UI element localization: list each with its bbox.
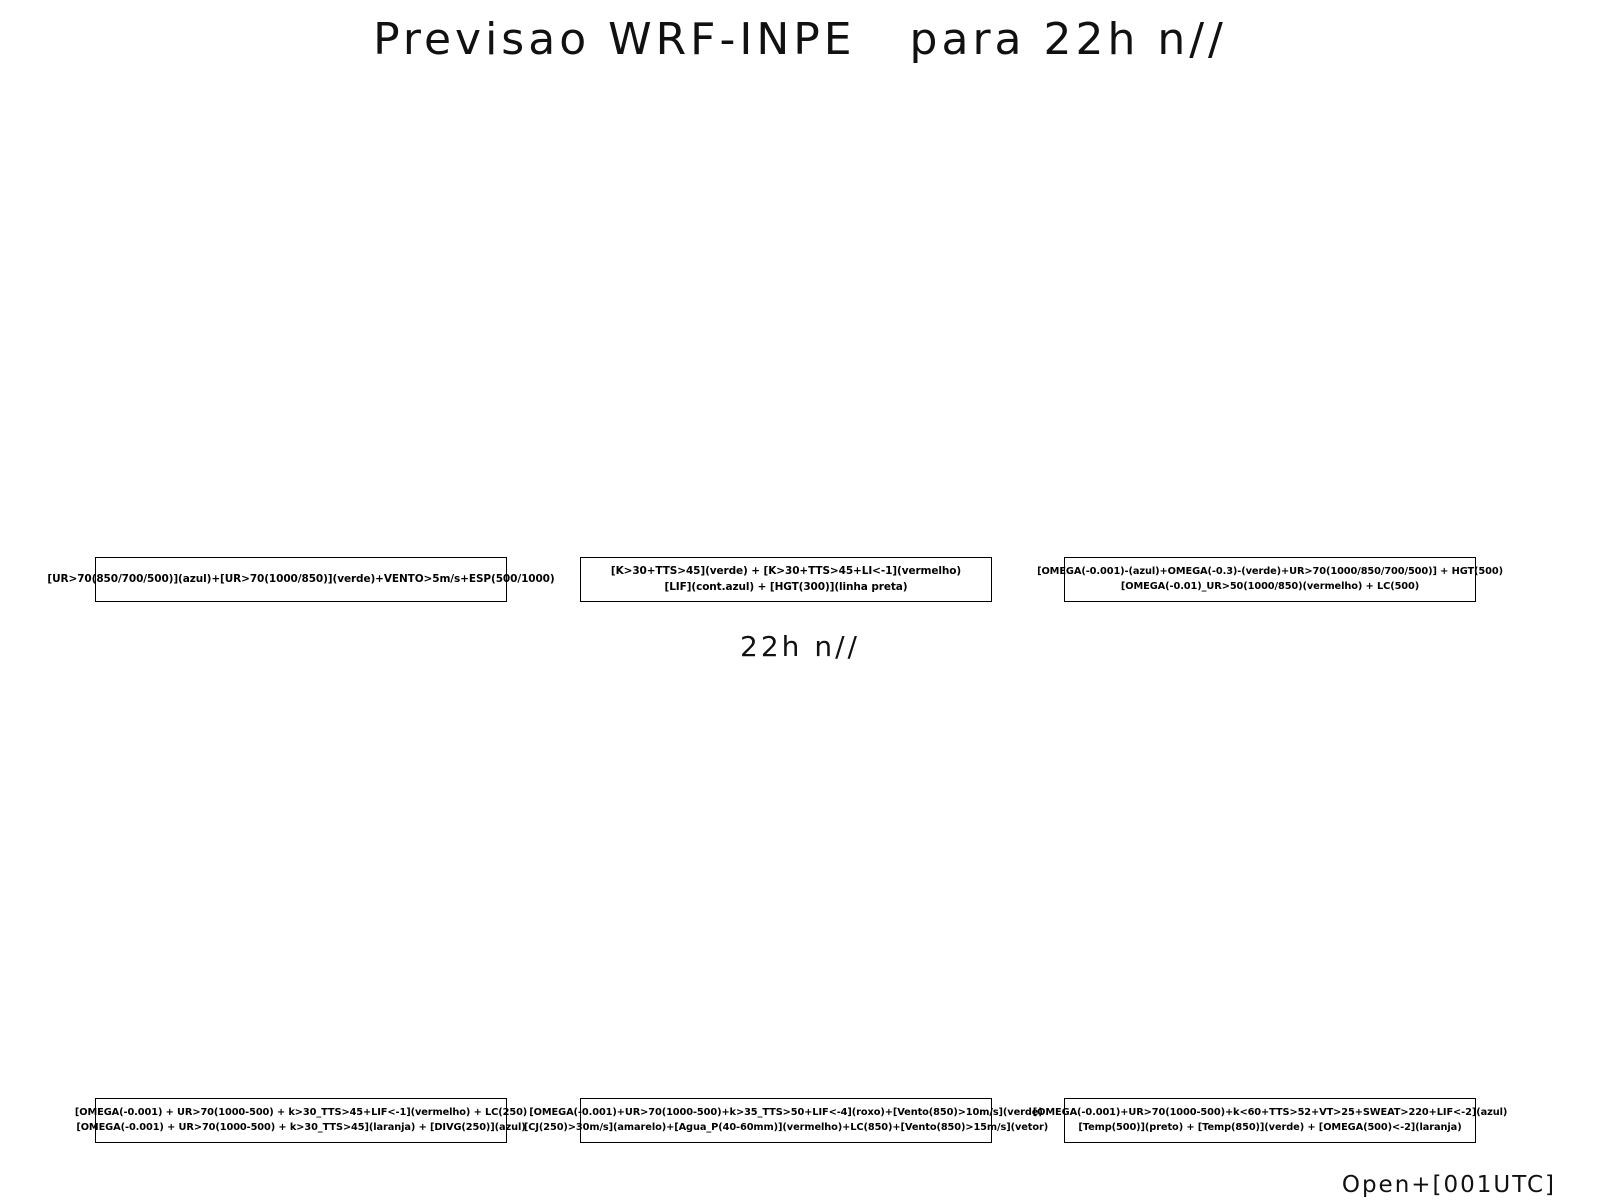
legend-box-5	[523, 1098, 1049, 1143]
panel-top-right	[1064, 110, 1476, 550]
panel-bottom-center	[580, 690, 992, 1090]
legend-line: [OMEGA(-0.01)_UR>50(1000/850)(vermelho) + LC(500)	[1120, 580, 1420, 592]
legend-line: [K>30+TTS>45](verde) + [K>30+TTS>45+LI<-1](vermelho)	[610, 565, 962, 578]
legend-box-3	[1037, 557, 1503, 602]
legend-box-6	[1032, 1098, 1508, 1143]
legend-line: [OMEGA(-0.001)+UR>70(1000-500)+k<60+TTS>52+VT>25+SWEAT>220+LIF<-2](azul)	[1032, 1107, 1508, 1119]
corner-stamp: Open+[001UTC]	[1341, 1172, 1556, 1198]
legend-line: [OMEGA(-0.001) + UR>70(1000-500) + k>30_TTS>45+LIF<-1](vermelho) + LC(250)	[74, 1107, 528, 1119]
page-title: Previsao WRF-INPE para 22h n//	[373, 14, 1227, 65]
legend-line: [OMEGA(-0.001)-(azul)+OMEGA(-0.3)-(verde)+UR>70(1000/850/700/500)] + HGT(500)	[1037, 566, 1503, 578]
legend-line: [OMEGA(-0.001) + UR>70(1000-500) + k>30_TTS>45](laranja) + [DIVG(250)](azul)	[76, 1121, 526, 1133]
panel-top-center	[580, 110, 992, 550]
panel-top-left	[95, 110, 507, 550]
panel-bottom-left	[95, 690, 507, 1090]
legend-line: [CJ(250)>30m/s](amarelo)+[Agua_P(40-60mm)](vermelho)+LC(850)+[Vento(850)>15m/s](vetor)	[523, 1121, 1049, 1133]
legend-box-4	[74, 1098, 528, 1143]
panel-bottom-right	[1064, 690, 1476, 1090]
legend-box-2	[580, 557, 992, 602]
legend-line: [OMEGA(-0.001)+UR>70(1000-500)+k>35_TTS>50+LIF<-4](roxo)+[Vento(850)>10m/s](verde)	[529, 1107, 1043, 1119]
mid-caption: 22h n//	[740, 630, 860, 663]
legend-line: [UR>70(850/700/500)](azul)+[UR>70(1000/850)](verde)+VENTO>5m/s+ESP(500/1000)	[47, 572, 555, 585]
legend-box-1	[47, 557, 555, 602]
legend-line: [LIF](cont.azul) + [HGT(300)](linha preta)	[664, 580, 908, 593]
legend-line: [Temp(500)](preto) + [Temp(850)](verde) + [OMEGA(500)<-2](laranja)	[1078, 1121, 1462, 1133]
